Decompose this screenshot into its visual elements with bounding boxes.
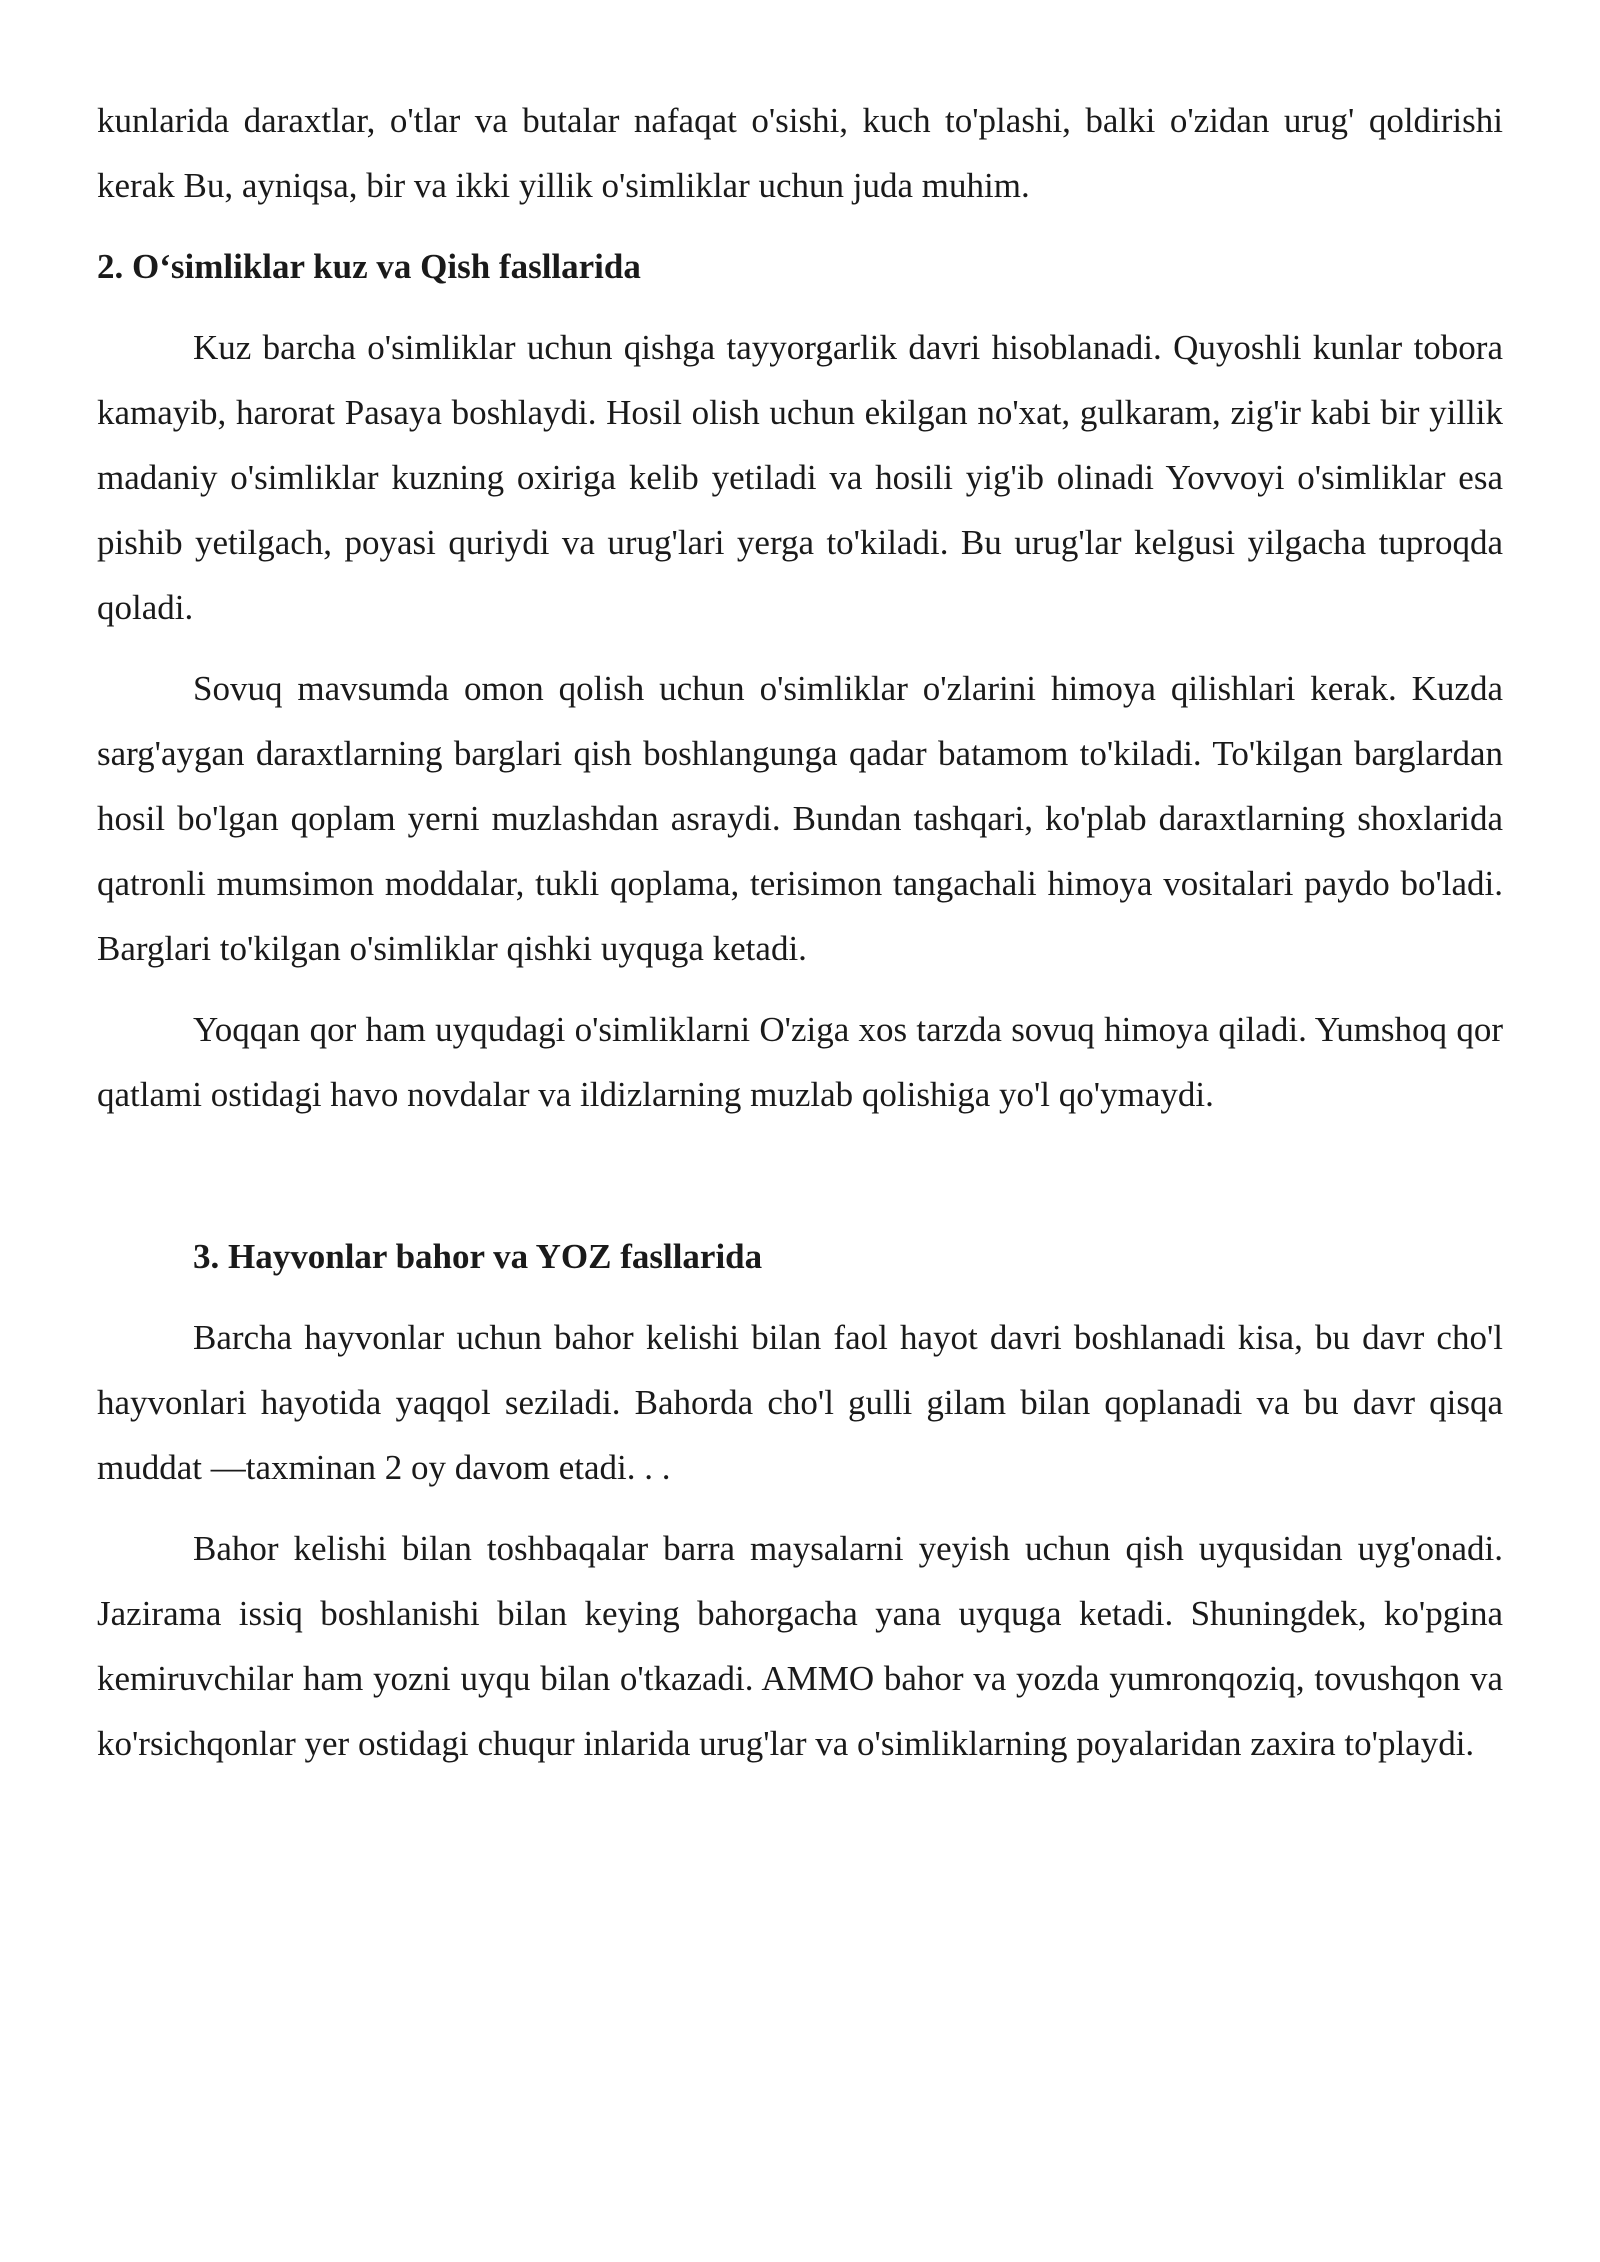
document-page xyxy=(97,88,1503,1792)
section-2-heading: 2. O‘simliklar kuz va Qish fasllarida xyxy=(97,247,641,286)
section-2-paragraph-3: Yoqqan qor ham uyqudagi o'simliklarni O'ziga xos tarzda sovuq himoya qiladi. Yumshoq qor qatlami ostidagi havo novdalar va ildizlarning muzlab qolishiga yo'l qo'ymaydi. xyxy=(97,1010,1503,1114)
section-spacer xyxy=(97,1143,1503,1224)
section-2-paragraph-2: Sovuq mavsumda omon qolish uchun o'simliklar o'zlarini himoya qilishlari kerak. Kuzda sarg'aygan daraxtlarning barglari qish boshlangunga qadar batamom to'kiladi. To'kilgan barglardan hosil bo'lgan qoplam yerni muzlashdan asraydi. Bundan tashqari, ko'plab daraxtlarning shoxlarida qatronli mumsimon moddalar, tukli qoplama, terisimon tangachali himoya vositalari paydo bo'ladi. Barglari to'kilgan o'simliklar qishki uyquga ketadi. xyxy=(97,669,1503,968)
section-3-paragraph-1: Barcha hayvonlar uchun bahor kelishi bilan faol hayot davri boshlanadi kisa, bu davr cho'l hayvonlari hayotida yaqqol seziladi. Bahorda cho'l gulli gilam bilan qoplanadi va bu davr qisqa muddat —taxminan 2 oy davom etadi. . . xyxy=(97,1318,1503,1487)
section-2-paragraph-1: Kuz barcha o'simliklar uchun qishga tayyorgarlik davri hisoblanadi. Quyoshli kunlar tobora kamayib, harorat Pasaya boshlaydi. Hosil olish uchun ekilgan no'xat, gulkaram, zig'ir kabi bir yillik madaniy o'simliklar kuzning oxiriga kelib yetiladi va hosili yig'ib olinadi Yovvoyi o'simliklar esa pishib yetilgach, poyasi quriydi va urug'lari yerga to'kiladi. Bu urug'lar kelgusi yilgacha tuproqda qoladi. xyxy=(97,328,1503,627)
intro-continuation-paragraph: kunlarida daraxtlar, o'tlar va butalar nafaqat o'sishi, kuch to'plashi, balki o'zidan urug' qoldirishi kerak Bu, ayniqsa, bir va ikki yillik o'simliklar uchun juda muhim. xyxy=(97,101,1503,205)
section-3-paragraph-2: Bahor kelishi bilan toshbaqalar barra maysalarni yeyish uchun qish uyqusidan uyg'onadi. Jazirama issiq boshlanishi bilan keying bahorgacha yana uyquga ketadi. Shuningdek, ko'pgina kemiruvchilar ham yozni uyqu bilan o'tkazadi. AMMO bahor va yozda yumronqoziq, tovushqon va ko'rsichqonlar yer ostidagi chuqur inlarida urug'lar va o'simliklarning poyalaridan zaxira to'playdi. xyxy=(97,1529,1503,1763)
section-3-heading: 3. Hayvonlar bahor va YOZ fasllarida xyxy=(193,1237,763,1276)
